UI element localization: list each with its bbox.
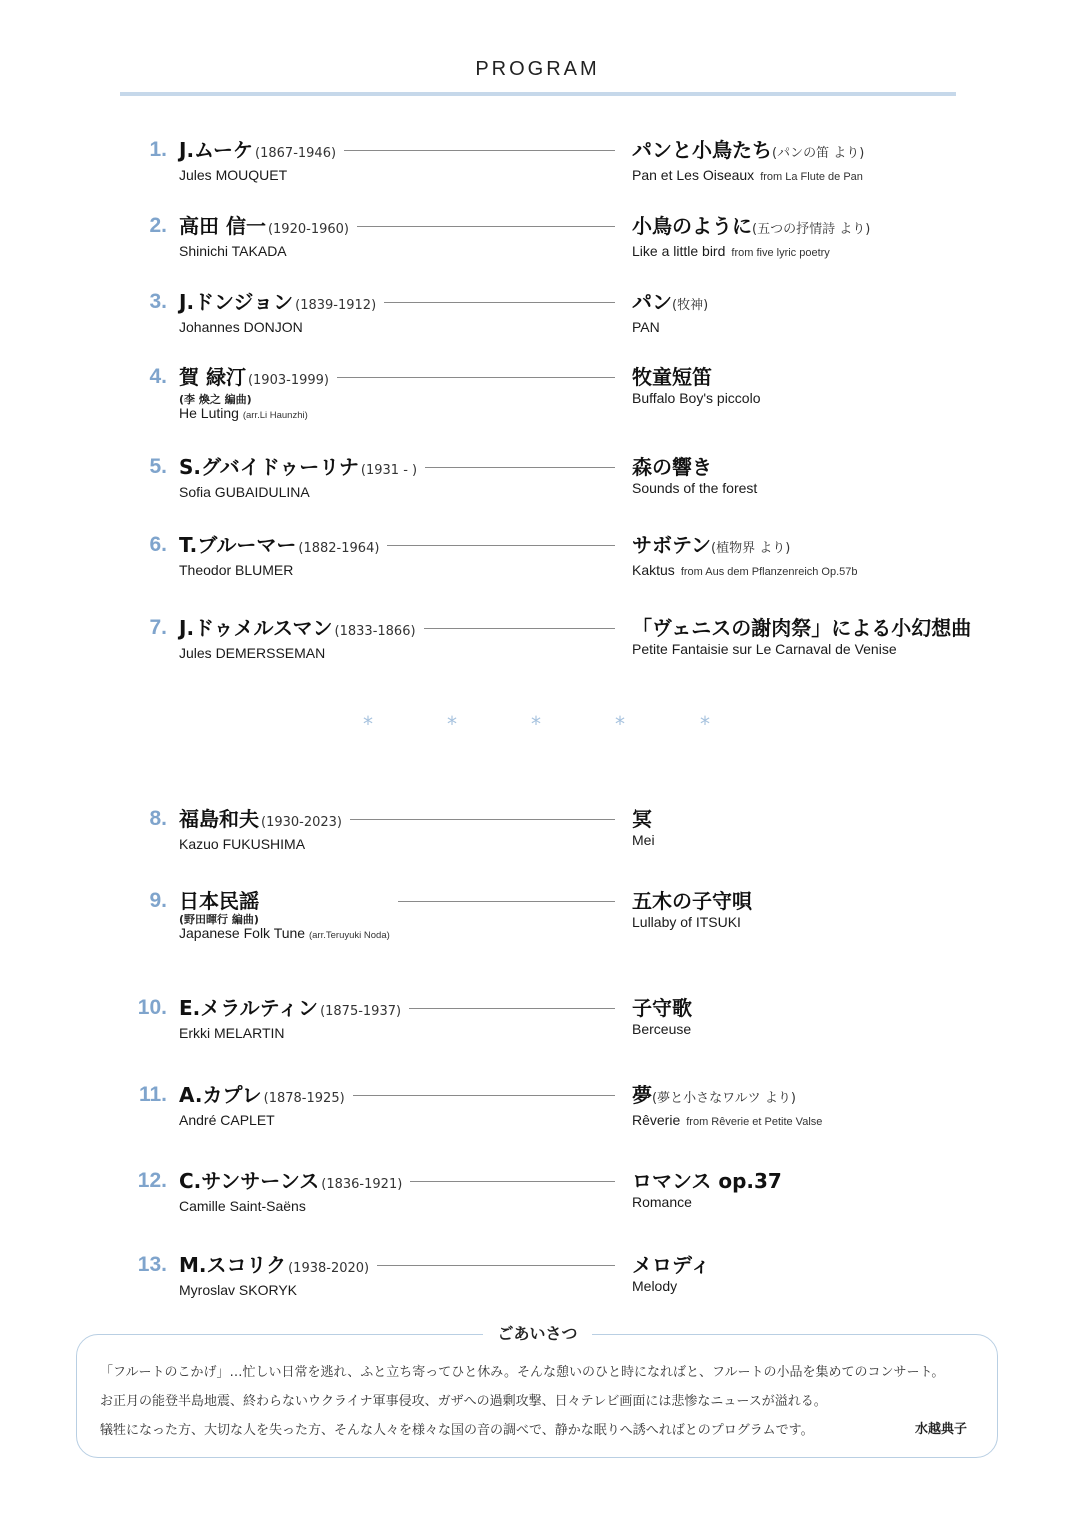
title-divider <box>120 92 956 96</box>
composer-block <box>179 993 401 1042</box>
composer-years: (1920-1960) <box>267 222 349 237</box>
arranger-jp: (野田暉行 編曲) <box>179 913 259 926</box>
composer-name-jp: C.サンサーンス <box>179 1169 320 1193</box>
composer-name-en: Japanese Folk Tune <box>179 925 306 941</box>
work-block <box>632 135 864 186</box>
composer-years: (1833-1866) <box>334 624 416 639</box>
program-title: PROGRAM <box>475 58 600 80</box>
work-source-jp: (牧神) <box>672 298 709 313</box>
work-title-en: Lullaby of ITSUKI <box>632 914 741 930</box>
leader-line <box>357 226 615 227</box>
program-entry <box>0 452 1075 542</box>
work-block <box>632 886 752 931</box>
composer-years: (1882-1964) <box>298 541 380 556</box>
composer-name-jp: S.グバイドゥーリナ <box>179 455 359 479</box>
work-title-jp: 森の響き <box>632 455 712 479</box>
work-title-jp: 牧童短笛 <box>632 365 712 389</box>
separator-star: * <box>447 712 457 736</box>
greeting-line: お正月の能登半島地震、終わらないウクライナ軍事侵攻、ガザへの過剰攻撃、日々テレビ画面には悲惨なニュースが溢れる。 <box>100 1394 827 1409</box>
composer-name-jp: M.スコリク <box>179 1253 287 1277</box>
composer-name-en: Myroslav SKORYK <box>179 1282 297 1298</box>
work-block <box>632 993 692 1038</box>
work-block <box>632 804 655 849</box>
entry-number: 8. <box>149 807 167 830</box>
work-source-jp: (植物界 より) <box>711 541 791 556</box>
leader-line <box>353 1095 615 1096</box>
composer-years: (1930-2023) <box>261 815 343 830</box>
composer-block <box>179 211 349 260</box>
composer-name-jp: A.カプレ <box>179 1083 262 1107</box>
program-entry <box>0 886 1075 976</box>
work-title-jp: 子守歌 <box>632 996 692 1020</box>
program-entry <box>0 613 1075 703</box>
work-title-jp: 小鳥のように <box>632 214 752 238</box>
composer-years: (1931 - ) <box>360 463 418 478</box>
composer-years: (1839-1912) <box>295 298 377 313</box>
work-source-jp: (五つの抒情詩 より) <box>752 222 871 237</box>
greeting-signer: 水越典子 <box>915 1422 968 1437</box>
work-block <box>632 1080 822 1131</box>
composer-name-jp: J.ムーケ <box>179 138 254 162</box>
program-entry <box>0 1080 1075 1170</box>
leader-line <box>350 819 615 820</box>
entry-number: 3. <box>149 290 167 313</box>
entry-number: 5. <box>149 455 167 478</box>
entry-number: 12. <box>137 1169 167 1192</box>
work-title-jp: パン <box>632 290 672 314</box>
work-title-en: Mei <box>632 832 655 848</box>
entry-number: 7. <box>149 616 167 639</box>
work-source-en: from Rêverie et Petite Valse <box>686 1116 823 1128</box>
arranger-en: (arr.Teruyuki Noda) <box>308 930 390 941</box>
program-entry <box>0 362 1075 452</box>
composer-name-en: Shinichi TAKADA <box>179 243 287 259</box>
leader-line <box>425 467 615 468</box>
composer-name-jp: T.ブルーマー <box>179 533 297 557</box>
separator-star: * <box>615 712 625 736</box>
work-title-en: Romance <box>632 1194 692 1210</box>
leader-line <box>410 1181 615 1182</box>
work-block <box>632 1166 782 1211</box>
leader-line <box>398 901 615 902</box>
work-title-jp: 冥 <box>632 807 652 831</box>
leader-line <box>337 377 615 378</box>
work-source-jp: (夢と小さなワルツ より) <box>652 1091 796 1106</box>
composer-name-en: Erkki MELARTIN <box>179 1025 285 1041</box>
entry-number: 2. <box>149 214 167 237</box>
composer-name-en: Sofia GUBAIDULINA <box>179 484 310 500</box>
arranger-jp: (李 煥之 編曲) <box>179 393 252 406</box>
work-block <box>632 613 971 658</box>
composer-block <box>179 1080 345 1129</box>
work-title-en: Sounds of the forest <box>632 480 758 496</box>
separator-star: * <box>531 712 541 736</box>
composer-name-jp: 福島和夫 <box>179 807 259 831</box>
work-block <box>632 211 870 262</box>
work-source-en: from La Flute de Pan <box>760 171 863 183</box>
composer-years: (1878-1925) <box>263 1091 345 1106</box>
leader-line <box>377 1265 615 1266</box>
composer-years: (1867-1946) <box>255 146 337 161</box>
composer-block <box>179 287 376 336</box>
greeting-text <box>100 1358 944 1445</box>
work-title-jp: 「ヴェニスの謝肉祭」による小幻想曲 <box>632 616 972 640</box>
work-block <box>632 287 708 336</box>
composer-name-jp: 賀 緑汀 <box>179 365 246 389</box>
work-title-jp: ロマンス op.37 <box>632 1169 782 1193</box>
work-title-en: Like a little bird <box>632 243 726 259</box>
work-block <box>632 1250 710 1295</box>
composer-block <box>179 886 390 945</box>
leader-line <box>344 150 615 151</box>
composer-name-jp: 高田 信一 <box>179 214 266 238</box>
composer-name-en: Jules DEMERSSEMAN <box>179 645 326 661</box>
entry-number: 10. <box>137 996 167 1019</box>
work-source-en: from Aus dem Pflanzenreich Op.57b <box>680 566 858 578</box>
work-title-jp: メロディ <box>632 1253 711 1277</box>
composer-name-en: He Luting <box>179 405 239 421</box>
composer-name-en: Theodor BLUMER <box>179 562 294 578</box>
composer-name-jp: J.ドゥメルスマン <box>179 616 333 640</box>
separator-star: * <box>700 712 710 736</box>
entry-number: 9. <box>149 889 167 912</box>
composer-block <box>179 613 416 662</box>
composer-name-en: Camille Saint-Saëns <box>179 1198 306 1214</box>
work-title-en: PAN <box>632 319 660 335</box>
entry-number: 4. <box>149 365 167 388</box>
program-entry <box>0 804 1075 894</box>
composer-name-jp: J.ドンジョン <box>179 290 294 314</box>
work-source-en: from five lyric poetry <box>731 247 830 259</box>
composer-years: (1903-1999) <box>247 373 329 388</box>
work-title-en: Pan et Les Oiseaux <box>632 167 755 183</box>
entry-number: 11. <box>138 1083 167 1106</box>
greeting-line: 犠牲になった方、大切な人を失った方、そんな人々を様々な国の音の調べで、静かな眠りへ誘へればとのプログラムです。 <box>100 1423 814 1438</box>
arranger-en: (arr.Li Haunzhi) <box>242 410 308 421</box>
work-title-en: Rêverie <box>632 1112 681 1128</box>
work-block <box>632 362 761 407</box>
composer-block <box>179 804 342 853</box>
composer-name-en: Jules MOUQUET <box>179 167 288 183</box>
composer-name-jp: 日本民謡 <box>179 889 259 913</box>
work-title-jp: 夢 <box>632 1083 652 1107</box>
work-title-en: Melody <box>632 1278 678 1294</box>
leader-line <box>409 1008 615 1009</box>
composer-block <box>179 1166 402 1215</box>
leader-line <box>384 302 615 303</box>
work-title-en: Buffalo Boy's piccolo <box>632 390 761 406</box>
program-entry <box>0 993 1075 1083</box>
work-title-jp: パンと小鳥たち <box>632 138 772 162</box>
separator-star: * <box>363 712 373 736</box>
work-title-en: Petite Fantaisie sur Le Carnaval de Venise <box>632 641 897 657</box>
composer-block <box>179 362 329 425</box>
greeting-line: 「フルートのこかげ」…忙しい日常を逃れ、ふと立ち寄ってひと休み。そんな憩いのひと時になればと、フルートの小品を集めてのコンサート。 <box>100 1365 945 1380</box>
program-entry <box>0 1166 1075 1256</box>
work-source-jp: (パンの笛 より) <box>772 146 865 161</box>
entry-number: 1. <box>149 138 167 161</box>
composer-years: (1836-1921) <box>321 1177 403 1192</box>
composer-name-en: Johannes DONJON <box>179 319 303 335</box>
work-title-en: Kaktus <box>632 562 675 578</box>
work-title-en: Berceuse <box>632 1021 692 1037</box>
program-entry <box>0 530 1075 620</box>
composer-years: (1938-2020) <box>288 1261 370 1276</box>
leader-line <box>424 628 615 629</box>
composer-name-jp: E.メラルティン <box>179 996 319 1020</box>
entry-number: 6. <box>149 533 167 556</box>
composer-name-en: Kazuo FUKUSHIMA <box>179 836 306 852</box>
entry-number: 13. <box>137 1253 167 1276</box>
composer-name-en: André CAPLET <box>179 1112 275 1128</box>
composer-block <box>179 452 417 501</box>
greeting-title: ごあいさつ <box>0 1321 1075 1344</box>
composer-years: (1875-1937) <box>320 1004 402 1019</box>
work-block <box>632 452 757 497</box>
work-title-jp: サボテン <box>632 533 711 557</box>
work-block <box>632 530 858 581</box>
work-title-jp: 五木の子守唄 <box>632 889 752 913</box>
leader-line <box>387 545 615 546</box>
composer-block <box>179 1250 369 1299</box>
intermission-separator <box>0 712 1075 742</box>
composer-block <box>179 135 336 184</box>
composer-block <box>179 530 379 579</box>
